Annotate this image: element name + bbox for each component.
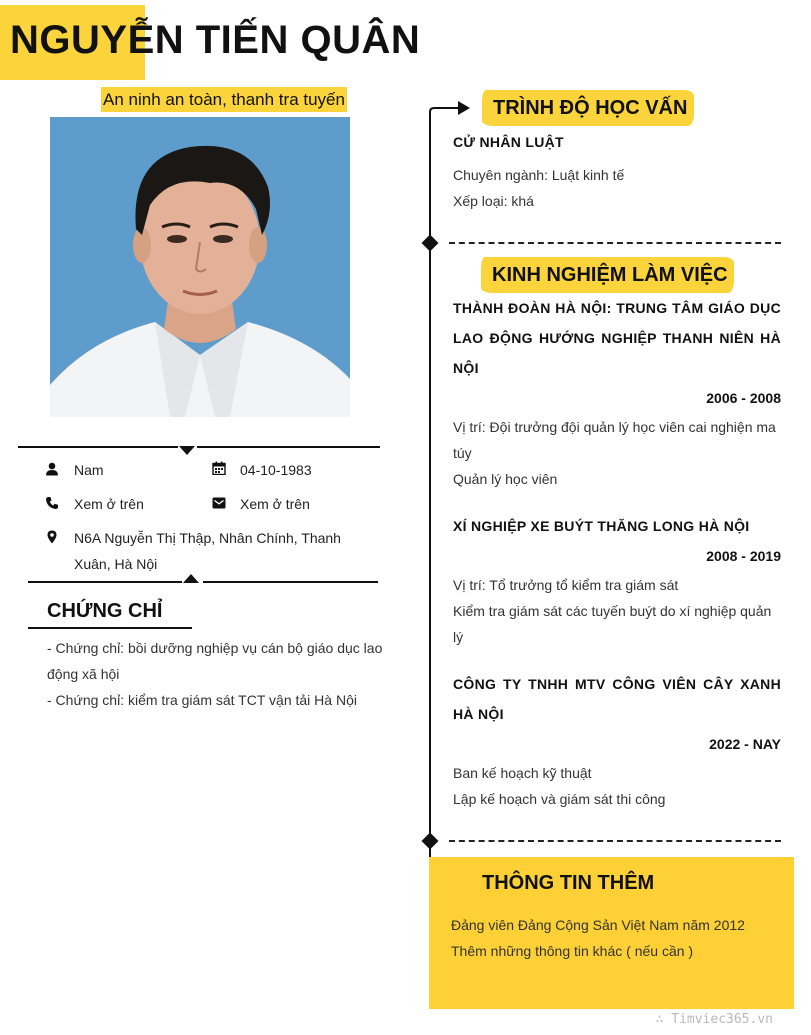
- timeline-arrow-icon: [429, 98, 473, 122]
- phone-icon: [45, 496, 59, 510]
- certificate-item-1-line-2: động xã hội: [47, 666, 120, 682]
- experience-desc-3a: Ban kế hoạch kỹ thuật: [453, 765, 592, 781]
- job-title: An ninh an toàn, thanh tra tuyến: [101, 87, 347, 112]
- experience-period-1: 2006 - 2008: [706, 390, 781, 406]
- education-title: TRÌNH ĐỘ HỌC VẤN: [493, 97, 688, 119]
- certificate-item-2: - Chứng chỉ: kiểm tra giám sát TCT vận tải Hà Nội: [47, 692, 357, 708]
- certificates-title: CHỨNG CHỈ: [47, 600, 163, 622]
- birthdate-value: 04-10-1983: [240, 462, 312, 478]
- experience-desc-2b: Kiểm tra giám sát các tuyến buýt do xí nghiệp quản lý: [453, 603, 772, 645]
- extra-title: THÔNG TIN THÊM: [482, 872, 655, 894]
- divider: [203, 581, 378, 583]
- extra-line-1: Đảng viên Đảng Cộng Sản Việt Nam năm 2012: [451, 917, 745, 933]
- timeline-node: [422, 235, 439, 252]
- education-degree: CỬ NHÂN LUẬT: [453, 134, 564, 150]
- education-major: Chuyên ngành: Luật kinh tế: [453, 167, 625, 183]
- phone-value: Xem ở trên: [74, 496, 144, 512]
- map-marker-icon: [45, 530, 59, 544]
- divider: [197, 446, 380, 448]
- user-icon: [45, 462, 59, 476]
- divider-marker: [183, 574, 199, 583]
- experience-company-2: XÍ NGHIỆP XE BUÝT THĂNG LONG HÀ NỘI: [453, 518, 750, 534]
- experience-company-1: THÀNH ĐOÀN HÀ NỘI: TRUNG TÂM GIÁO DỤC LAO ĐỘNG HƯỚNG NGHIỆP THANH NIÊN HÀ NỘI: [453, 300, 781, 376]
- divider: [28, 581, 182, 583]
- address-line-2: Xuân, Hà Nội: [74, 556, 158, 572]
- timeline-line: [429, 118, 431, 842]
- certificates-underline: [28, 627, 192, 629]
- experience-period-2: 2008 - 2019: [706, 548, 781, 564]
- experience-desc-1a: Vị trí: Đội trưởng đội quản lý học viên cai nghiện ma túy: [453, 419, 776, 461]
- education-grade: Xếp loại: khá: [453, 193, 534, 209]
- extra-line-2: Thêm những thông tin khác ( nếu cần ): [451, 943, 694, 959]
- address-line-1: N6A Nguyễn Thị Thập, Nhân Chính, Thanh: [74, 530, 341, 546]
- envelope-icon: [212, 496, 226, 510]
- calendar-icon: [212, 461, 226, 475]
- experience-period-3: 2022 - NAY: [709, 736, 781, 752]
- timeline-node: [422, 833, 439, 850]
- watermark-text: ∴ Timviec365.vn: [655, 1012, 773, 1027]
- candidate-name: NGUYỄN TIẾN QUÂN: [10, 18, 421, 62]
- certificate-item-1-line-1: - Chứng chỉ: bồi dưỡng nghiệp vụ cán bộ giáo dục lao: [47, 640, 383, 656]
- divider-marker: [179, 446, 195, 455]
- experience-company-3: CÔNG TY TNHH MTV CÔNG VIÊN CÂY XANH HÀ NỘI: [453, 676, 781, 722]
- experience-desc-1b: Quản lý học viên: [453, 471, 558, 487]
- email-value: Xem ở trên: [240, 496, 310, 512]
- gender-value: Nam: [74, 462, 104, 478]
- section-separator: [449, 840, 781, 842]
- experience-desc-2a: Vị trí: Tổ trưởng tổ kiểm tra giám sát: [453, 577, 679, 593]
- experience-desc-3b: Lập kế hoạch và giám sát thi công: [453, 791, 666, 807]
- section-separator: [449, 242, 781, 244]
- experience-title: KINH NGHIỆM LÀM VIỆC: [492, 264, 728, 286]
- profile-photo: [50, 117, 350, 417]
- divider: [18, 446, 178, 448]
